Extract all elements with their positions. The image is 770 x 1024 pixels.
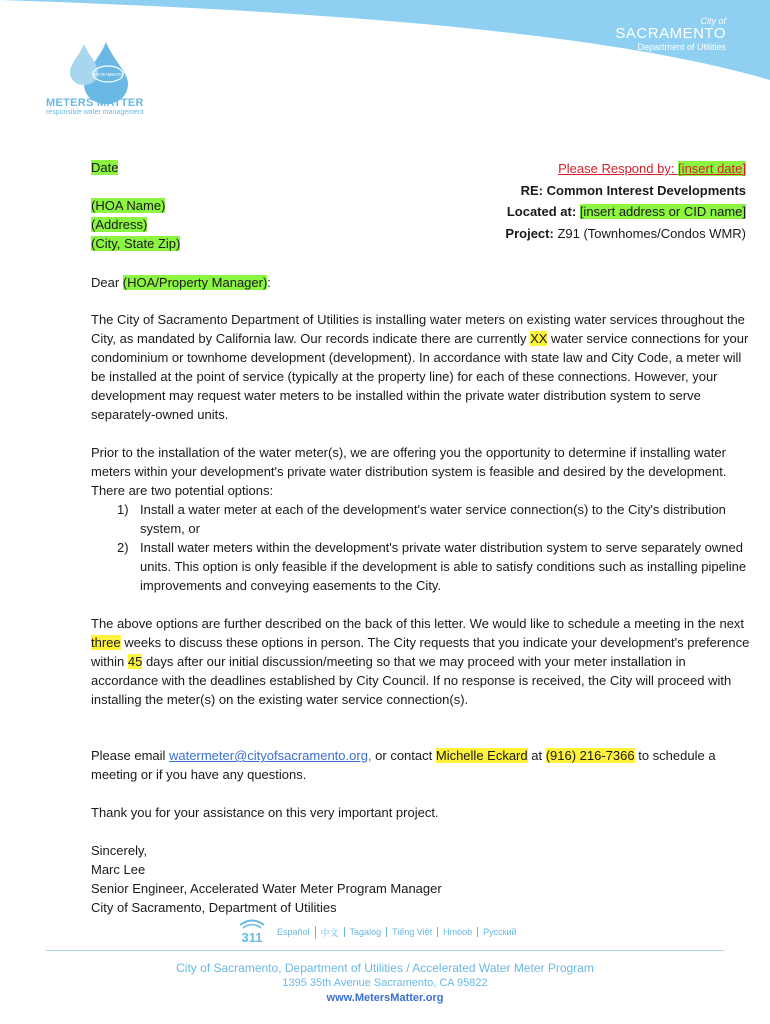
list-item: 1) Install a water meter at each of the development's water service connection(s) to the City's distribution system, or (117, 502, 726, 536)
address-line: (Address) (91, 217, 148, 232)
lang-link[interactable]: 中文 (315, 926, 344, 939)
list-item: 2) Install water meters within the development's private water distribution system to serve separately owned units. This option is only feasible if the development is able to satisfy conditions such as installing pipeline improvements and conveying easements to the City. (117, 540, 747, 593)
logo-tagline: responsible water management (46, 109, 144, 116)
paragraph-intro: The City of Sacramento Department of Utilities is installing water meters on existing water services throughout the City, as mandated by California law. Our records indicate there are currently XX water service connections for your condominium or townhome development (development). In accordance with state law and City Code, a meter will be installed at the point of service (typically at the property line) for each of these connections. However, your development may request water meters to be installed within the private water distribution system to serve separately-owned units. (91, 312, 749, 422)
311-badge: 311 (241, 930, 263, 944)
footer-divider (46, 950, 724, 951)
footer-website-link[interactable]: www.MetersMatter.org (326, 992, 444, 1004)
reference-block (505, 158, 746, 244)
signature-block: Sincerely, Marc Lee Senior Engineer, Accelerated Water Meter Program Manager City of Sacramento, Department of Utilities (91, 843, 442, 915)
options-list (91, 500, 751, 595)
project-line: Project: Z91 (Townhomes/Condos WMR) (505, 225, 746, 241)
located-at-line: Located at: [insert address or CID name] (506, 204, 746, 219)
paragraph-thanks: Thank you for your assistance on this very important project. (91, 805, 439, 820)
re-line: RE: Common Interest Developments (520, 182, 746, 198)
logo-badge: SACRAMENTO (92, 72, 124, 77)
language-links (272, 920, 522, 944)
footer-org: City of Sacramento, Department of Utilities / Accelerated Water Meter Program (176, 961, 594, 975)
contact-phone: (916) 216-7366 (545, 748, 635, 763)
lang-link[interactable]: Hmoob (437, 927, 477, 937)
lang-link[interactable]: Tiếng Việt (386, 927, 437, 937)
salutation: Dear (HOA/Property Manager): (91, 275, 271, 290)
lang-link[interactable]: Русский (477, 927, 521, 937)
paragraph-contact: Please email watermeter@cityofsacramento.org, or contact Michelle Eckard at (916) 216-7366 to schedule a meeting or if you have any questions. (91, 748, 716, 782)
email-link[interactable]: watermeter@cityofsacramento.org, (169, 748, 372, 763)
311-logo-icon (238, 916, 266, 944)
respond-by-line: Please Respond by: [insert date] (558, 161, 746, 176)
lang-link[interactable]: Tagalog (344, 927, 387, 937)
contact-name: Michelle Eckard (435, 748, 528, 763)
recipient-address (91, 196, 180, 253)
hoa-name: (HOA Name) (91, 198, 166, 213)
footer-address: 1395 35th Avenue Sacramento, CA 95822 (282, 977, 488, 989)
logo-title: METERS MATTER (46, 97, 144, 109)
lang-link[interactable]: Español (277, 927, 310, 937)
date-line: Date (91, 160, 119, 175)
city-state-zip: (City, State Zip) (91, 236, 181, 251)
paragraph-schedule: The above options are further described on the back of this letter. We would like to schedule a meeting in the next three weeks to discuss these options in person. The City requests that you indicate your development's preference within 45 days after our initial discussion/meeting so that we may proceed with your meter installation in accordance with the deadlines established by City Council. If no response is received, the City will proceed with installing the meter(s) on the existing water service connection(s). (91, 616, 750, 707)
paragraph-options: Prior to the installation of the water meter(s), we are offering you the opportunity to determine if installing water meters within your development's private water distribution system is feasible and desired by the development. There are two potential options: 1) Install a water meter at each of the development's water service connection(s) to the City's distribution system, or 2) Install water meters within the development's private water distribution system to serve separately owned units. This option is only feasible if the development is able to satisfy conditions such as installing pipeline improvements and conveying easements to the City. (91, 443, 751, 595)
city-wordmark: City of SACRAMENTO Department of Utilities (615, 16, 726, 52)
